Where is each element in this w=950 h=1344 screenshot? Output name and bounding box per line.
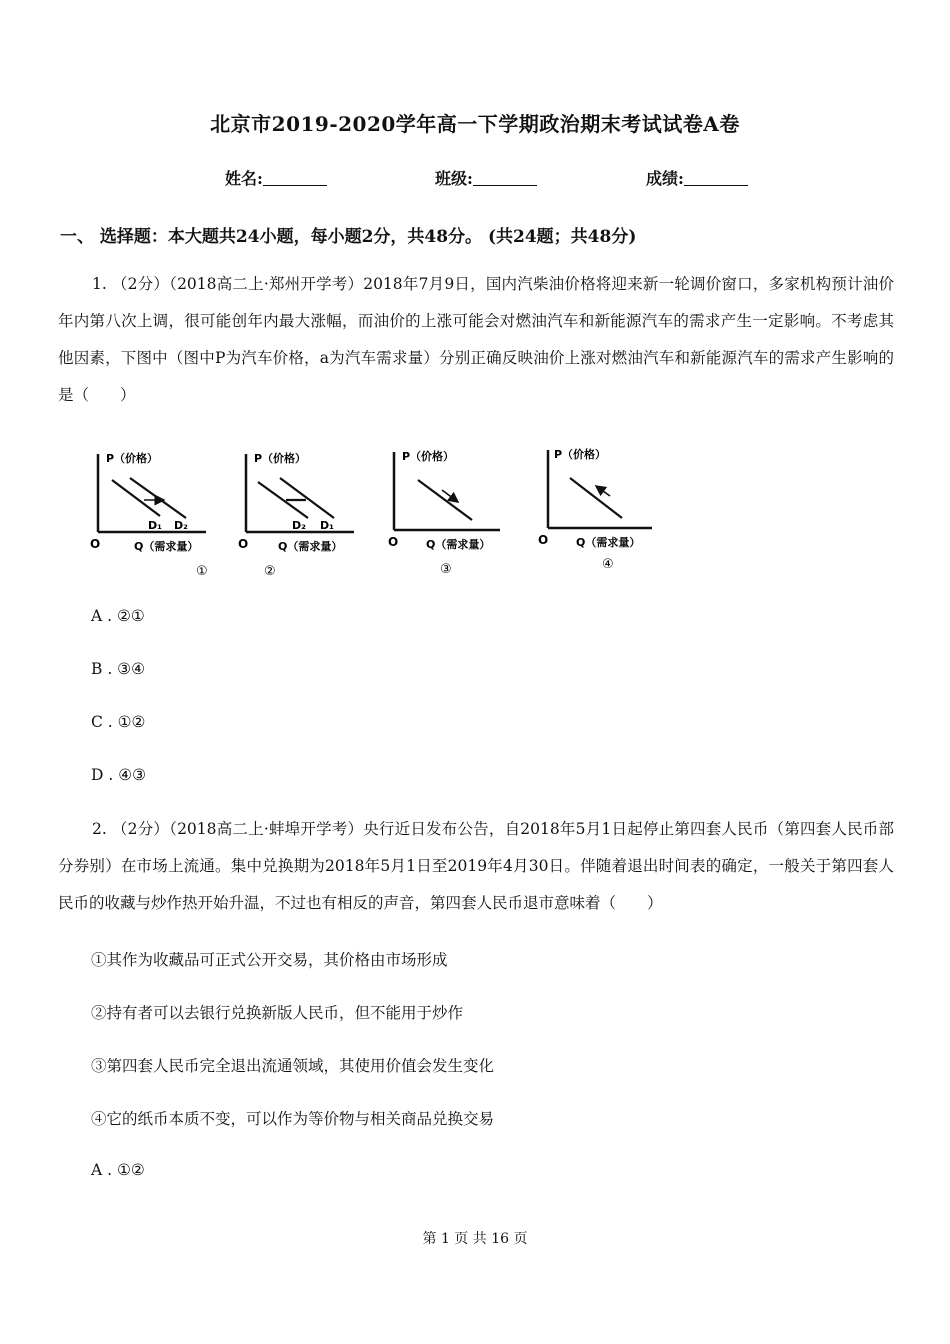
graph-2 bbox=[238, 451, 354, 579]
q1-option-b[interactable]: B . ③④ bbox=[91, 660, 145, 678]
q2-statement-1: ①其作为收藏品可正式公开交易，其价格由市场形成 bbox=[91, 951, 448, 969]
graph-1-curve-d1 bbox=[112, 480, 160, 516]
graph-3-y-label: P（价格） bbox=[402, 450, 455, 463]
graph-3-origin: O bbox=[388, 535, 399, 549]
q2-statement-2: ②持有者可以去银行兑换新版人民币，但不能用于炒作 bbox=[91, 1004, 464, 1022]
graph-1-y-label: P（价格） bbox=[106, 452, 159, 465]
graph-2-origin: O bbox=[238, 537, 249, 551]
graph-4-number: ④ bbox=[602, 557, 614, 572]
page-title: 北京市2019-2020学年高一下学期政治期末考试试卷A卷 bbox=[210, 112, 740, 136]
graph-4 bbox=[538, 447, 652, 572]
section-heading: 一、 选择题：本大题共24小题，每小题2分，共48分。 (共24题；共48分) bbox=[60, 227, 637, 247]
q2-statement-4: ④它的纸币本质不变，可以作为等价物与相关商品兑换交易 bbox=[91, 1110, 495, 1128]
graph-4-origin: O bbox=[538, 533, 549, 547]
q1-option-c[interactable]: C . ①② bbox=[91, 713, 146, 731]
graph-2-d-left: D₂ bbox=[292, 519, 306, 532]
q2-statement-3: ③第四套人民币完全退出流通领域，其使用价值会发生变化 bbox=[91, 1057, 495, 1075]
graph-1-x-label: Q（需求量） bbox=[134, 540, 199, 553]
graph-1-origin: O bbox=[90, 537, 101, 551]
q2-option-a[interactable]: A . ①② bbox=[91, 1161, 145, 1179]
graph-3-curve bbox=[418, 480, 472, 520]
graph-1 bbox=[90, 451, 208, 579]
graph-2-number: ② bbox=[264, 564, 276, 579]
graph-3-number: ③ bbox=[440, 562, 452, 577]
graph-2-d-right: D₁ bbox=[320, 519, 334, 532]
graph-2-curve-d1 bbox=[280, 478, 334, 518]
graph-4-shift-arrow bbox=[596, 486, 610, 496]
score-label: 成绩: bbox=[646, 169, 684, 188]
graph-4-x-label: Q（需求量） bbox=[576, 536, 641, 549]
class-blank[interactable] bbox=[473, 169, 537, 186]
graph-1-number: ① bbox=[196, 564, 208, 579]
graph-4-y-label: P（价格） bbox=[554, 448, 607, 461]
q1-option-a[interactable]: A . ②① bbox=[91, 607, 145, 625]
graph-1-curve-d2 bbox=[130, 478, 186, 518]
name-label: 姓名: bbox=[225, 169, 263, 188]
graph-1-d-left: D₁ bbox=[148, 519, 162, 532]
class-field bbox=[435, 166, 537, 189]
graph-4-curve bbox=[570, 478, 622, 518]
graph-3 bbox=[388, 449, 500, 577]
class-label: 班级: bbox=[435, 169, 473, 188]
question-1-text: 1. （2分）（2018高二上·郑州开学考）2018年7月9日，国内汽柴油价格将迎来新一轮调价窗口，多家机构预计油价年内第八次上调，很可能创年内最大涨幅，而油价的上涨可能会对燃油汽车和新能源汽车的需求产生一定影响。不考虑其他因素，下图中（图中P为汽车价格，a为汽车需求量）分别正确反映油价上涨对燃油汽车和新能源汽车的需求产生影响的是（ ） bbox=[58, 275, 894, 404]
name-blank[interactable] bbox=[263, 169, 327, 186]
graph-3-x-label: Q（需求量） bbox=[426, 538, 491, 551]
question-2-text: 2. （2分）（2018高二上·蚌埠开学考）央行近日发布公告，自2018年5月1日起停止第四套人民币（第四套人民币部分券别）在市场上流通。集中兑换期为2018年5月1日至2019年4月30日。伴随着退出时间表的确定，一般关于第四套人民币的收藏与炒作热开始升温，不过也有相反的声音，第四套人民币退市意味着（ ） bbox=[58, 820, 894, 912]
page-footer: 第 1 页 共 16 页 bbox=[422, 1231, 528, 1247]
name-field bbox=[225, 166, 327, 189]
q1-option-d[interactable]: D . ④③ bbox=[91, 766, 146, 784]
graph-2-x-label: Q（需求量） bbox=[278, 540, 343, 553]
score-blank[interactable] bbox=[684, 169, 748, 186]
score-field bbox=[646, 166, 748, 189]
graph-2-y-label: P（价格） bbox=[254, 452, 307, 465]
graph-1-d-right: D₂ bbox=[174, 519, 188, 532]
question-1-figure bbox=[82, 440, 682, 580]
